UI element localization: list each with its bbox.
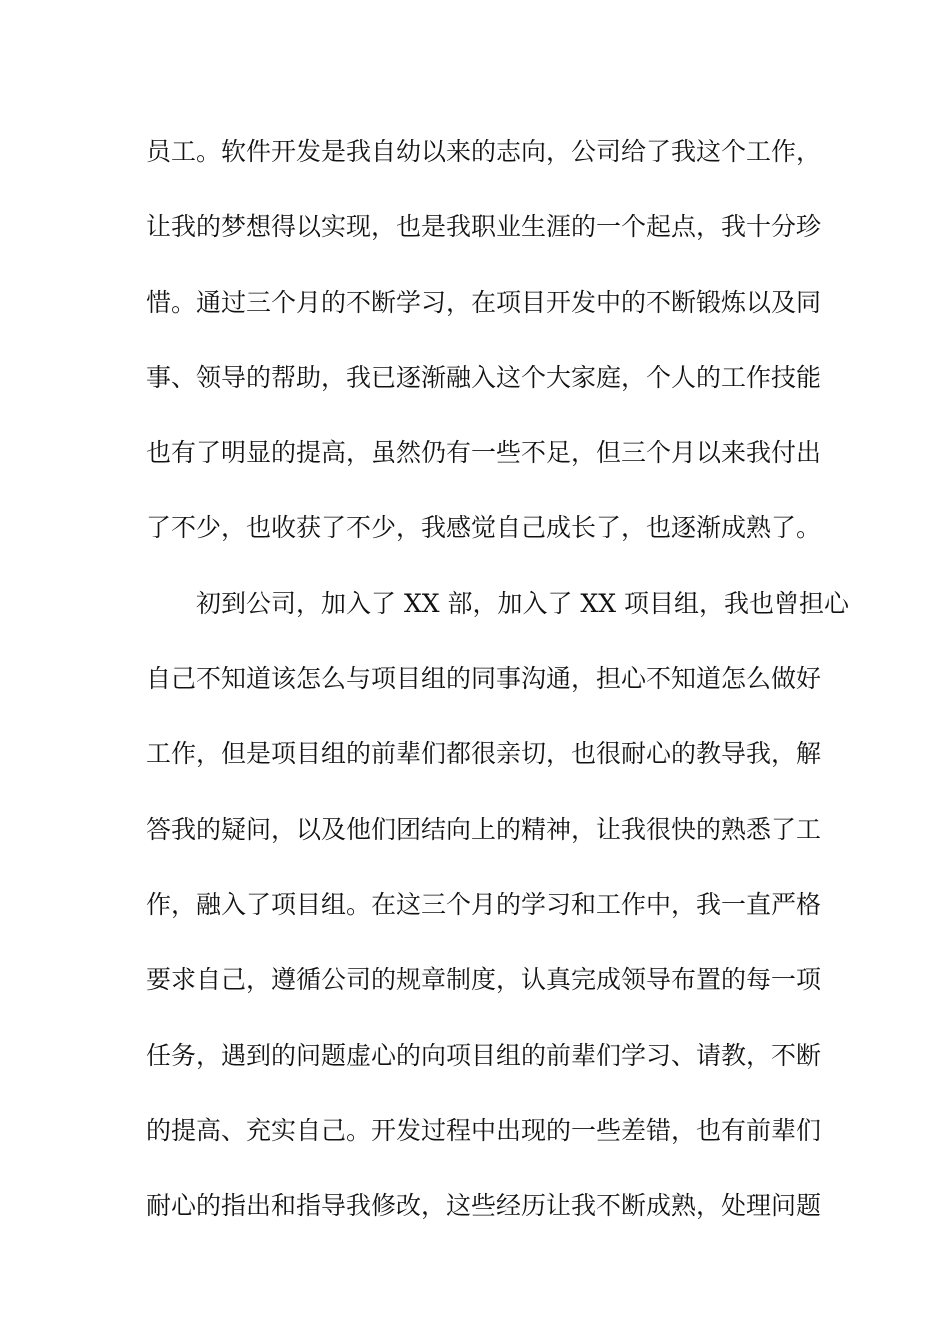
text-line: 耐心的指出和指导我修改，这些经历让我不断成熟，处理问题	[146, 1191, 822, 1221]
text-line: 作，融入了项目组。在这三个月的学习和工作中，我一直严格	[146, 889, 822, 919]
text-line: 惜。通过三个月的不断学习，在项目开发中的不断锻炼以及同	[146, 287, 822, 317]
text-line: 事、领导的帮助，我已逐渐融入这个大家庭，个人的工作技能	[146, 362, 822, 392]
text-line: 也有了明显的提高，虽然仍有一些不足，但三个月以来我付出	[146, 438, 822, 468]
paragraph-start-line: 初到公司，加入了 XX 部，加入了 XX 项目组，我也曾担心	[196, 588, 849, 618]
text-line: 让我的梦想得以实现，也是我职业生涯的一个起点，我十分珍	[146, 212, 822, 242]
text-line: 的提高、充实自己。开发过程中出现的一些差错，也有前辈们	[146, 1115, 822, 1145]
body-text	[146, 126, 849, 1255]
text-line: 员工。软件开发是我自幼以来的志向，公司给了我这个工作，	[146, 137, 822, 166]
text-line: 要求自己，遵循公司的规章制度，认真完成领导布置的每一项	[146, 965, 822, 995]
text-line: 任务，遇到的问题虚心的向项目组的前辈们学习、请教，不断	[146, 1040, 822, 1070]
text-line: 了不少，也收获了不少，我感觉自己成长了，也逐渐成熟了。	[146, 513, 822, 543]
text-line: 工作，但是项目组的前辈们都很亲切，也很耐心的教导我，解	[146, 739, 822, 769]
text-line: 自己不知道该怎么与项目组的同事沟通，担心不知道怎么做好	[146, 664, 822, 694]
text-line: 答我的疑问，以及他们团结向上的精神，让我很快的熟悉了工	[146, 814, 822, 844]
